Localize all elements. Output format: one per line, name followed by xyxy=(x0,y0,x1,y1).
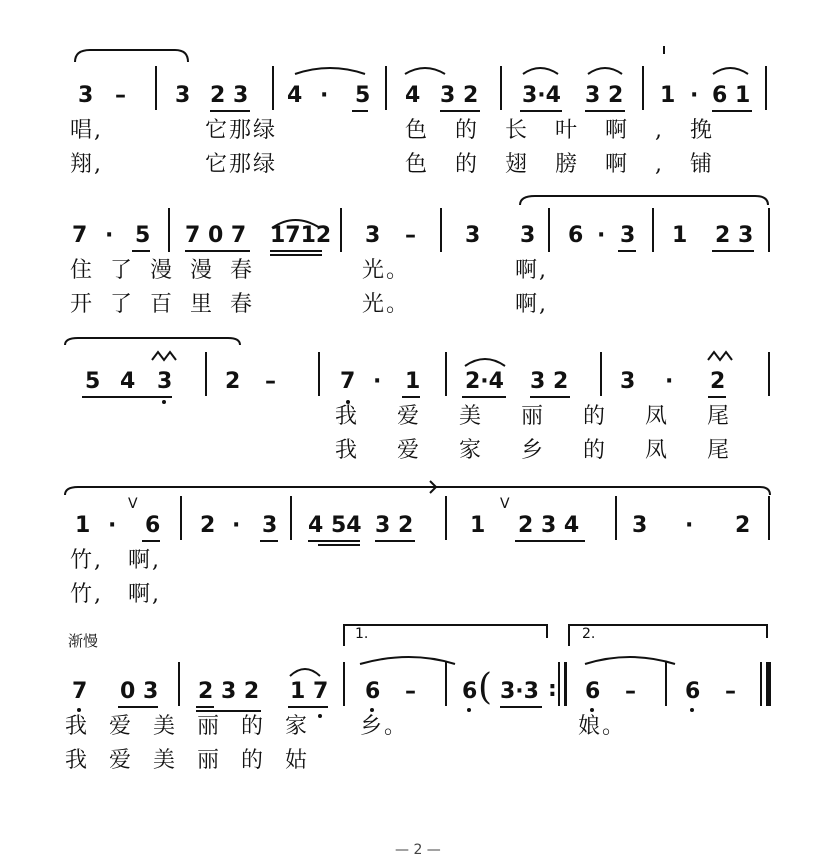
note: 1 xyxy=(75,513,91,538)
note: · xyxy=(232,513,241,538)
note: 2 xyxy=(735,513,751,538)
note: 3 2 xyxy=(375,513,414,538)
underline xyxy=(196,710,261,712)
note: 7 xyxy=(72,679,88,704)
note: – xyxy=(725,679,736,704)
note: 6 xyxy=(585,679,601,704)
note: 3 xyxy=(175,83,191,108)
note: · xyxy=(597,223,606,248)
note: 2 3 xyxy=(715,223,754,248)
lyric: 啊, xyxy=(128,582,161,607)
lyric: 光。 xyxy=(362,258,411,283)
note: – xyxy=(625,679,636,704)
note: 3 xyxy=(632,513,648,538)
page-number: — 2 — xyxy=(395,842,441,858)
note: 3·4 xyxy=(522,83,561,108)
lyric: 光。 xyxy=(362,292,411,317)
note: 2 3 xyxy=(210,83,249,108)
note: – xyxy=(265,369,276,394)
note: 3 xyxy=(620,223,636,248)
note: 3 2 xyxy=(585,83,624,108)
octave-dot xyxy=(590,708,594,712)
lyric: 色的长叶啊,挽 xyxy=(405,118,740,143)
lyric: 竹, xyxy=(70,548,103,573)
lyric: 竹, xyxy=(70,582,103,607)
note: 6 xyxy=(365,679,381,704)
barline xyxy=(343,662,345,706)
note: 2·4 xyxy=(465,369,504,394)
note: · xyxy=(373,369,382,394)
barline xyxy=(564,662,567,706)
octave-dot xyxy=(467,708,471,712)
lyric: 开了百里春 xyxy=(70,292,271,317)
octave-dot xyxy=(370,708,374,712)
lyric: 住了漫漫春 xyxy=(70,258,271,283)
note: 3 xyxy=(465,223,481,248)
note: 3 xyxy=(520,223,536,248)
note: 2 3 4 xyxy=(518,513,580,538)
note: · xyxy=(320,83,329,108)
note: 3 xyxy=(365,223,381,248)
note: 4 54 xyxy=(308,513,362,538)
note: 2 3 2 xyxy=(198,679,260,704)
note: 1 xyxy=(405,369,421,394)
underline xyxy=(196,706,214,708)
repeat-sign: : xyxy=(548,677,557,702)
lyric: 我爱美丽的姑 xyxy=(65,748,330,773)
breath-mark: V xyxy=(128,496,138,512)
note: 1 xyxy=(672,223,688,248)
note: · xyxy=(685,513,694,538)
barline xyxy=(445,662,447,706)
underline xyxy=(288,706,328,708)
note: 6 xyxy=(568,223,584,248)
underline xyxy=(118,706,158,708)
note: 2 xyxy=(710,369,726,394)
barline xyxy=(558,662,560,706)
note: 6 xyxy=(462,679,478,704)
lyric: 乡。 xyxy=(360,714,409,739)
lyric: 娘。 xyxy=(578,714,627,739)
octave-dot xyxy=(690,708,694,712)
note: 3 2 xyxy=(530,369,569,394)
note: 1 xyxy=(660,83,676,108)
octave-dot xyxy=(77,708,81,712)
lyric: 它那绿 xyxy=(205,152,278,177)
note: · xyxy=(108,513,117,538)
note: 6 xyxy=(685,679,701,704)
note: 5 xyxy=(355,83,371,108)
lyric: 我爱家乡的凤尾 xyxy=(335,438,770,463)
note: 1 7 xyxy=(290,679,329,704)
note: 7 xyxy=(72,223,88,248)
note: 2 xyxy=(225,369,241,394)
paren: ( xyxy=(478,667,493,708)
breath-mark: V xyxy=(500,496,510,512)
note: 5 xyxy=(85,369,101,394)
lyric: 我爱美丽的凤尾 xyxy=(335,404,770,429)
note: – xyxy=(405,223,416,248)
final-barline-thick xyxy=(766,662,771,706)
note: – xyxy=(405,679,416,704)
note: 7 0 7 xyxy=(185,223,247,248)
note: 6 1 xyxy=(712,83,751,108)
note: 0 3 xyxy=(120,679,159,704)
note: 1 xyxy=(470,513,486,538)
note: – xyxy=(115,83,126,108)
barline xyxy=(665,662,667,706)
note: 4 xyxy=(287,83,303,108)
volta-1-label: 1. xyxy=(355,626,369,642)
volta-2-label: 2. xyxy=(582,626,596,642)
note: · xyxy=(105,223,114,248)
note: 4 xyxy=(120,369,136,394)
lyric: 我爱美丽的家 xyxy=(65,714,330,739)
note: · xyxy=(690,83,699,108)
lyric: 翔, xyxy=(70,152,103,177)
barline xyxy=(178,662,180,706)
note: 3 2 xyxy=(440,83,479,108)
note: 3 xyxy=(620,369,636,394)
note: · xyxy=(665,369,674,394)
underline xyxy=(500,706,542,708)
note: 6 xyxy=(145,513,161,538)
lyric: 色的翅膀啊,铺 xyxy=(405,152,740,177)
lyric: 啊, xyxy=(128,548,161,573)
note: 3·3 xyxy=(500,679,539,704)
note: 3 xyxy=(262,513,278,538)
final-barline-thin xyxy=(760,662,762,706)
note: 2 xyxy=(200,513,216,538)
note: 1712 xyxy=(270,223,332,248)
lyric: 唱, xyxy=(70,118,103,143)
note: 7 xyxy=(340,369,356,394)
lyric: 啊, xyxy=(515,292,548,317)
tempo-marking: 渐慢 xyxy=(68,632,99,650)
note: 5 xyxy=(135,223,151,248)
lyric: 啊, xyxy=(515,258,548,283)
lyric: 它那绿 xyxy=(205,118,278,143)
note: 4 xyxy=(405,83,421,108)
note: 3 xyxy=(78,83,94,108)
note: 3 xyxy=(157,369,173,394)
